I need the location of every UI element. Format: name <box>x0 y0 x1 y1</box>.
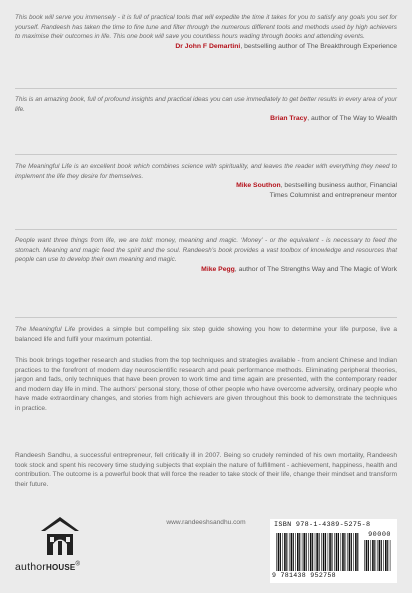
endorsement-2 <box>15 95 397 124</box>
publisher-logo <box>15 517 105 577</box>
endorsement-3-text: The Meaningful Life is an excellent book which combines science with spirituality, and leaves the reader with everything they need to implement the life they desire for themselves. <box>15 163 397 180</box>
price-addon-bars <box>364 540 392 571</box>
endorsement-1-attribution <box>15 42 397 52</box>
endorsement-4-role: , author of The Strengths Way and The Magic of Work <box>234 265 397 273</box>
author-website: www.randeeshsandhu.com <box>166 519 246 526</box>
ean-barcode-bars <box>276 533 360 571</box>
divider-3 <box>15 229 397 230</box>
description-intro-rest: provides a simple but compelling six step guide showing you how to determine your life purpose, live a balanced life and fulfil your maximum potential. <box>15 326 397 343</box>
endorsement-3-attribution <box>15 181 397 191</box>
authorhouse-house-icon <box>41 517 79 557</box>
endorsement-2-name: Brian Tracy <box>270 115 308 123</box>
endorsement-2-text: This is an amazing book, full of profound insights and practical ideas you can use immediately to get better results in every area of your life. <box>15 96 397 113</box>
publisher-name-part-1: author <box>15 561 46 573</box>
publisher-name-part-2: HOUSE <box>45 563 76 572</box>
publisher-name <box>15 561 115 573</box>
isbn-number: ISBN 978-1-4389-5275-8 <box>274 521 371 529</box>
divider-1 <box>15 88 397 89</box>
book-title-inline: The Meaningful Life <box>15 326 76 333</box>
divider-4 <box>15 317 397 318</box>
endorsement-1-text: This book will serve you immensely - it is full of practical tools that will expedite the time it takes for you to satisfy any goals you set for yourself. Randeesh has taken the time to fine tune and filter through the numerous different tools and methods used by high achievers to maximise their outcomes in life. This one book will save you countless hours wading through books and attending events. <box>15 14 397 41</box>
registered-mark: ® <box>75 561 81 568</box>
endorsement-2-role: , author of The Way to Wealth <box>307 115 397 123</box>
endorsement-3-role-line-2: Times Columnist and entrepreneur mentor <box>269 191 397 199</box>
endorsement-4-name: Mike Pegg <box>201 265 235 273</box>
description-intro <box>15 325 397 344</box>
endorsement-4-attribution <box>15 265 397 275</box>
description-paragraph-3: Randeesh Sandhu, a successful entrepreneur, fell critically ill in 2007. Being so crudely reminded of his own mortality, Randeesh took stock and spent his recovery time studying subjects that explain the nature of fulfillment - achievement, happiness, health and contribution. The outcome is a powerful book that will force the reader to take stock of their life, change their mindset and transform their future. <box>15 452 397 488</box>
price-code: 90000 <box>368 531 391 539</box>
description-paragraph-2: This book brings together research and studies from the top techniques and strategies available - from ancient Chinese and Indian practices to the forefront of modern day neuroscientific research and peak performance methods. Eliminating peripheral theories, jargon and fads, only techniques that have been proven to work time and time again are presented, with the contemporary reader and modern day life in mind. The authors’ personal story, those of other people who have overcome adversity, ordinary people who have made extraordinary changes, and stories from high achievers are given throughout this book to demonstrate the techniques in practice. <box>15 357 397 412</box>
ean-digits: 9 781438 952758 <box>272 572 336 579</box>
endorsement-1-name: Dr John F Demartini <box>175 42 241 50</box>
isbn-barcode <box>270 519 397 583</box>
endorsement-4 <box>15 236 397 274</box>
endorsement-3-role: , bestselling business author, Financial <box>280 182 397 190</box>
divider-2 <box>15 154 397 155</box>
endorsement-3-name: Mike Southon <box>236 182 281 190</box>
endorsement-3 <box>15 162 397 200</box>
endorsement-1-role: , bestselling author of The Breakthrough Experience <box>240 42 397 50</box>
endorsement-4-text: People want three things from life, we are told: money, meaning and magic. ‘Money’ - or the equivalent - is necessary to feed the stomach. Meaning and magic feed the spirit and the soul. Randeesh’s book provides a vast toolbox of knowledge and resources that people can use to develop their own meaning and magic. <box>15 237 397 264</box>
endorsement-2-attribution <box>15 114 397 124</box>
endorsement-1 <box>15 13 397 51</box>
